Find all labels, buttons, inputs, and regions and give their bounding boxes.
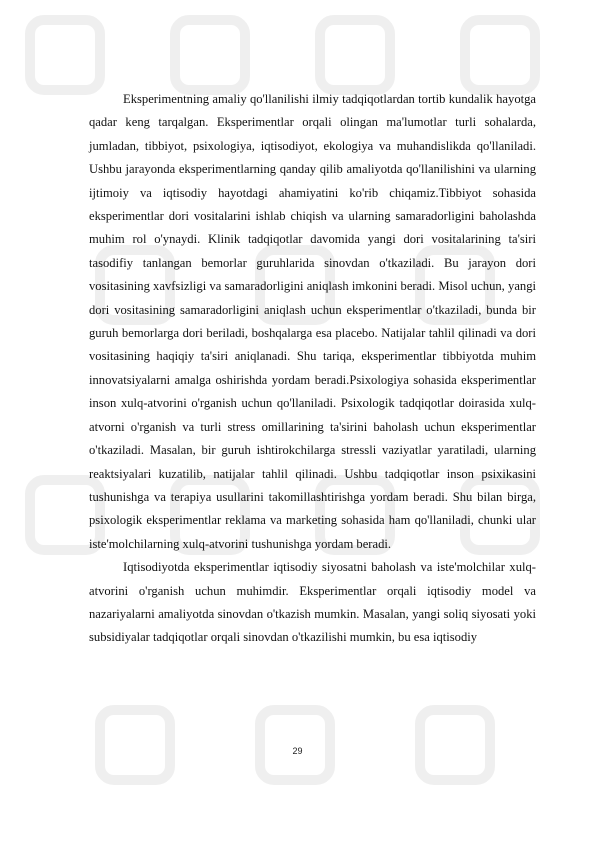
page-number: 29 [292,746,303,756]
paragraph-1: Eksperimentning amaliy qo'llanilishi ilmiy tadqiqotlardan tortib kundalik hayotga qadar keng tarqalgan. Eksperimentlar orqali olingan ma'lumotlar turli sohalarda, jumladan, tibbiyot, psixologiya, iqtisodiyot, ekologiya va muhandislikda qo'llaniladi. Ushbu jarayonda eksperimentlarning qanday qilib amaliyotda qo'llanilishini va ularning ijtimoiy va iqtisodiy hayotdagi ahamiyatini ko'rib chiqamiz.Tibbiyot sohasida eksperimentlar dori vositalarini ishlab chiqish va ularning samaradorligini baholashda muhim rol o'ynaydi. Klinik tadqiqotlar davomida yangi dori vositalarining ta'siri tasodifiy tanlangan bemorlar guruhlarida sinovdan o'tkaziladi. Bu jarayon dori vositasining xavfsizligi va samaradorligini aniqlash imkonini beradi. Misol uchun, yangi dori vositasining samaradorligini aniqlash uchun eksperimentlar o'tkaziladi, bunda bir guruh bemorlarga dori beriladi, boshqalarga esa placebo. Natijalar tahlil qilinadi va dori vositasining haqiqiy ta'siri aniqlanadi. Shu tariqa, eksperimentlar tibbiyotda muhim innovatsiyalarni amalga oshirishda yordam beradi.Psixologiya sohasida eksperimentlar inson xulq-atvorini o'rganish uchun qo'llaniladi. Psixologik tadqiqotlar doirasida xulq-atvorni o'rganish va turli stress omillarining ta'sirini baholash uchun eksperimentlar o'tkaziladi. Masalan, bir guruh ishtirokchilarga stressli vaziyatlar yaratiladi, ularning reaktsiyalari kuzatilib, natijalar tahlil qilinadi. Ushbu tadqiqotlar inson psixikasini tushunishga va terapiya usullarini takomillashtirishga yordam beradi. Shu bilan birga, psixologik eksperimentlar reklama va marketing sohasida ham qo'llaniladi, chunki ular iste'molchilarning xulq-atvorini tushunishga yordam beradi. [89,92,536,551]
body-text [89,88,536,650]
paragraph-2: Iqtisodiyotda eksperimentlar iqtisodiy siyosatni baholash va iste'molchilar xulq-atvorini o'rganish uchun muhimdir. Eksperimentlar orqali iqtisodiy model va nazariyalarni amaliyotda sinovdan o'tkazish mumkin. Masalan, yangi soliq siyosati yoki subsidiyalar tadqiqotlar orqali sinovdan o'tkazilishi mumkin, bu esa iqtisodiy [89,560,536,645]
